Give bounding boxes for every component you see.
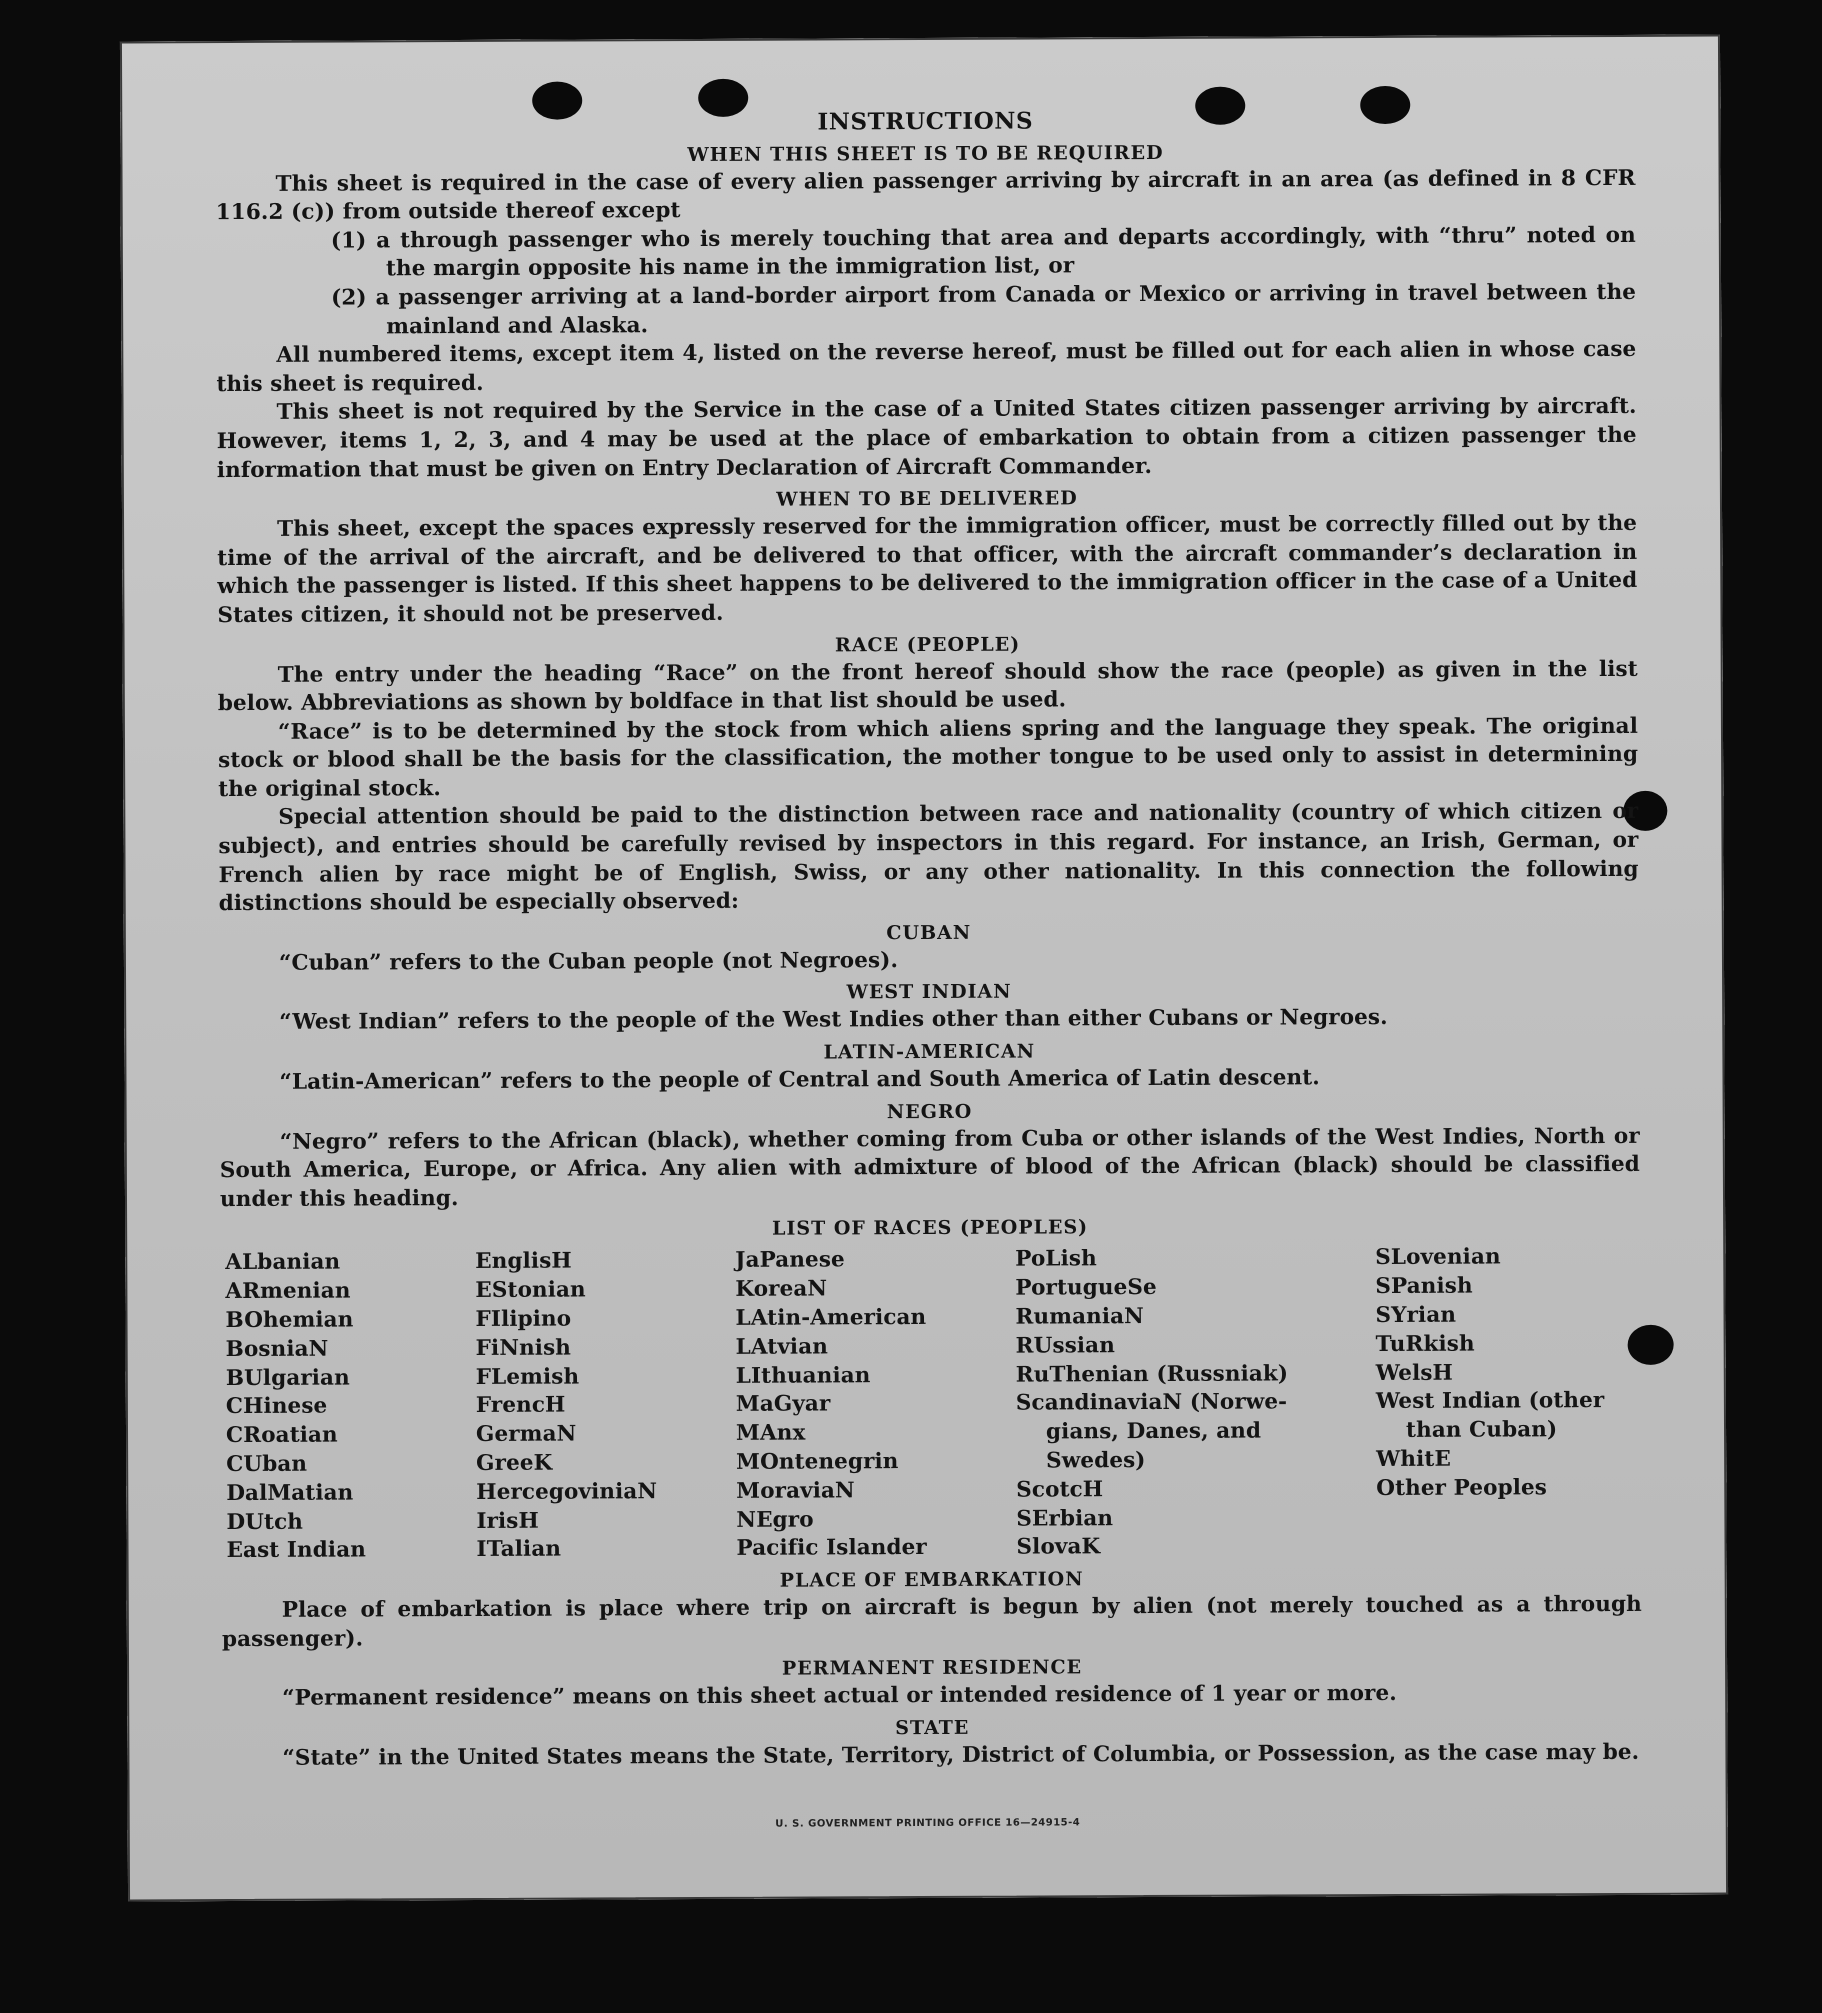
race-list-item: DUtch — [226, 1509, 304, 1535]
race-list-item: IrisH — [476, 1508, 539, 1534]
race-list-item: TuRkish — [1375, 1331, 1475, 1357]
residence-text: “Permanent residence” means on this sheet actual or intended residence of 1 year or more. — [282, 1681, 1397, 1712]
race-list-item: MAnx — [735, 1420, 806, 1447]
delivered-text: This sheet, except the spaces expressly reserved for the immigration officer, must be correctly filled out by the time of the arrival of the aircraft, and be delivered to that officer, with the aircraft commander’s declaration in which the passenger is listed. If this sheet happens to be delivered to the immigration officer in the case of a United States citizen, it should not be preserved. — [217, 511, 1638, 628]
race-list-item: RuThenian (Russniak) — [1015, 1361, 1289, 1388]
section-heading-list: LIST OF RACES (PEOPLES) — [772, 1216, 1089, 1241]
race-list-item: Other Peoples — [1376, 1475, 1548, 1501]
race-list-item: CUban — [226, 1451, 308, 1478]
section-heading-latin-american: LATIN-AMERICAN — [823, 1040, 1036, 1064]
race-list-item: RUssian — [1015, 1332, 1115, 1359]
race-list-item: GreeK — [476, 1450, 553, 1476]
section-heading-state: STATE — [895, 1716, 970, 1740]
embarkation-text: Place of embarkation is place where trip on aircraft is begun by alien (not merely touched as a through passenger). — [221, 1592, 1642, 1652]
west-indian-text: “West Indian” refers to the people of the West Indies other than either Cubans or Negroes. — [279, 1005, 1388, 1036]
race-column — [1375, 1243, 1646, 1561]
race-list-item: BosniaN — [225, 1336, 329, 1362]
race-column — [475, 1247, 736, 1565]
section-heading-embarkation: PLACE OF EMBARKATION — [779, 1568, 1084, 1592]
section-heading-west-indian: WEST INDIAN — [846, 981, 1012, 1004]
printer-footer: U. S. GOVERNMENT PRINTING OFFICE 16—24915-4 — [775, 1817, 1081, 1830]
race-list-item: SErbian — [1016, 1505, 1114, 1532]
race-list-item: MaGyar — [735, 1391, 831, 1418]
race-para-1: The entry under the heading “Race” on the front hereof should show the race (people) as given in the list below. Abbreviations as shown by boldface in that list should be used. — [217, 656, 1638, 717]
latin-american-text: “Latin-American” refers to the people of Central and South America of Latin descent. — [279, 1065, 1320, 1095]
race-list-item: ARmenian — [225, 1278, 351, 1305]
race-list-item: GermaN — [475, 1421, 577, 1448]
race-list-item: ScotcH — [1016, 1477, 1104, 1503]
race-list — [225, 1243, 1641, 1566]
race-list-item: SPanish — [1375, 1273, 1473, 1300]
race-list-item: HercegoviniaN — [476, 1478, 658, 1505]
race-list-item: JaPanese — [735, 1247, 845, 1274]
required-para-3: This sheet is not required by the Service in the case of a United States citizen passenger arriving by aircraft. However, items 1, 2, 3, and 4 may be used at the place of embarkation to obtain from a citizen passenger the information that must be given on Entry Declaration of Aircraft Commander. — [216, 394, 1637, 483]
race-list-item: FLemish — [475, 1364, 580, 1390]
race-list-item: West Indian (other — [1375, 1388, 1605, 1415]
race-list-item: DalMatian — [226, 1480, 354, 1506]
race-list-item: Swedes) — [1046, 1448, 1146, 1474]
race-list-item: RumaniaN — [1015, 1304, 1144, 1330]
race-list-item: BUlgarian — [225, 1365, 350, 1391]
state-text: “State” in the United States means the State, Territory, District of Columbia, or Possession, as the case may be. — [282, 1739, 1640, 1771]
race-list-item: LIthuanian — [735, 1362, 871, 1389]
race-list-item: FIlipino — [475, 1306, 572, 1332]
section-heading-delivered: WHEN TO BE DELIVERED — [776, 487, 1078, 511]
section-heading-race: RACE (PEOPLE) — [834, 633, 1021, 656]
race-para-3: Special attention should be paid to the distinction between race and nationality (country of which citizen or subject), and entries should be carefully revised by inspectors in this regard. For instance, an Irish, German, or French alien by race might be of English, Swiss, or any other nationality. In this connection the following distinctions should be especially observed: — [218, 799, 1639, 917]
instructions-body — [215, 105, 1642, 1774]
race-list-item: ITalian — [476, 1536, 562, 1563]
section-heading-residence: PERMANENT RESIDENCE — [781, 1656, 1083, 1680]
race-list-item: than Cuban) — [1405, 1417, 1558, 1444]
page-title: INSTRUCTIONS — [817, 107, 1034, 136]
race-list-item: MOntenegrin — [736, 1449, 899, 1475]
race-list-item: LAtin-American — [735, 1304, 927, 1331]
exception-2: (2) a passenger arriving at a land-border airport from Canada or Mexico or arriving in travel between the mainland and Alaska. — [331, 279, 1637, 339]
race-column — [1015, 1244, 1376, 1562]
race-list-item: SYrian — [1375, 1302, 1457, 1329]
race-list-item: LAtvian — [735, 1334, 828, 1360]
race-list-item: BOhemian — [225, 1307, 354, 1334]
race-list-item: KoreaN — [735, 1276, 828, 1303]
race-para-2: “Race” is to be determined by the stock from which aliens spring and the language they speak. The original stock or blood shall be the basis for the classification, the mother tongue to be used only to assist in determining the original stock. — [218, 713, 1639, 802]
race-column — [735, 1246, 1016, 1564]
race-list-item: SLovenian — [1375, 1244, 1501, 1271]
race-list-item: NEgro — [736, 1507, 814, 1533]
race-list-item: WelsH — [1375, 1360, 1453, 1386]
required-para-2: All numbered items, except item 4, listed on the reverse hereof, must be filled out for each alien in whose case this sheet is required. — [216, 337, 1637, 397]
race-list-item: CHinese — [225, 1393, 328, 1420]
race-list-item: gians, Danes, and — [1045, 1418, 1262, 1445]
race-list-item: ScandinaviaN (Norwe- — [1015, 1389, 1288, 1416]
required-intro: This sheet is required in the case of every alien passenger arriving by aircraft in an area (as defined in 8 CFR 116.2 (c)) from outside thereof except — [215, 165, 1636, 226]
cuban-text: “Cuban” refers to the Cuban people (not Negroes). — [278, 947, 899, 976]
race-list-item: Pacific Islander — [736, 1535, 927, 1562]
document-sheet — [120, 35, 1728, 1902]
race-list-item: PoLish — [1015, 1246, 1097, 1273]
race-list-item: FiNnish — [475, 1335, 572, 1361]
race-list-item: SlovaK — [1016, 1534, 1101, 1560]
section-heading-cuban: CUBAN — [886, 921, 972, 945]
exception-1: (1) a through passenger who is merely touching that area and departs accordingly, with “thru” noted on the margin opposite his name in the immigration list, or — [330, 222, 1636, 282]
race-list-item: MoraviaN — [736, 1478, 855, 1504]
race-list-item: PortugueSe — [1015, 1275, 1157, 1301]
race-list-item: CRoatian — [225, 1422, 338, 1449]
race-list-item: ALbanian — [225, 1249, 341, 1276]
section-heading-required: WHEN THIS SHEET IS TO BE REQUIRED — [687, 141, 1164, 166]
race-list-item: East Indian — [226, 1537, 366, 1564]
race-list-item: FrencH — [475, 1392, 566, 1419]
race-list-item: EnglisH — [475, 1248, 572, 1275]
race-list-item: EStonian — [475, 1277, 586, 1304]
race-column — [225, 1248, 476, 1566]
section-heading-negro: NEGRO — [886, 1100, 973, 1123]
negro-text: “Negro” refers to the African (black), whether coming from Cuba or other islands of the West Indies, North or South America, Europe, or Africa. Any alien with admixture of blood of the African (black) should be classified under this heading. — [219, 1123, 1640, 1212]
race-list-item: WhitE — [1376, 1446, 1451, 1473]
